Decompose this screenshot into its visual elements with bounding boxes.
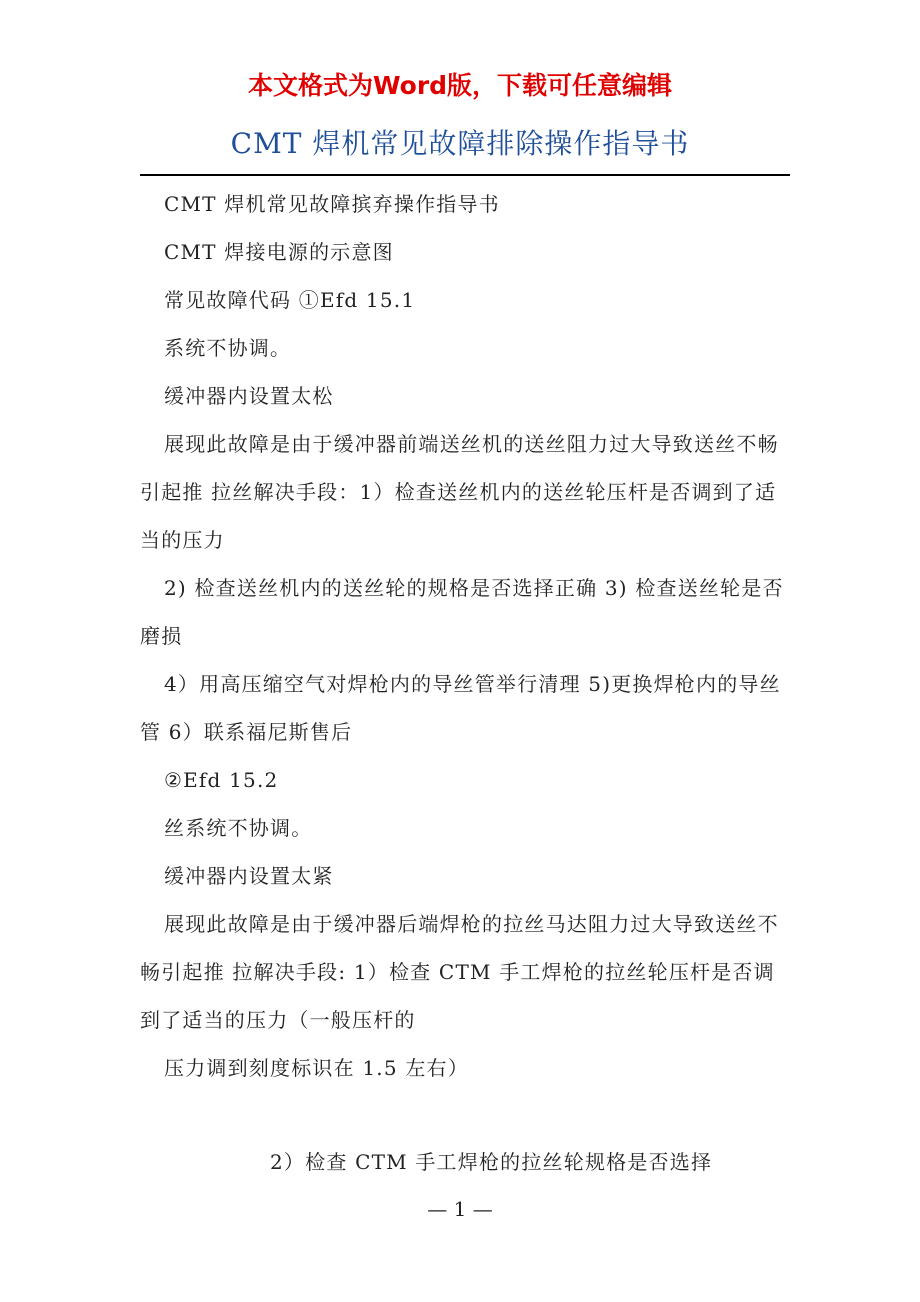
paragraph: 缓冲器内设置太紧 <box>164 864 334 888</box>
page-number: — 1 — <box>427 1197 493 1221</box>
paragraph: 丝系统不协调。 <box>164 816 313 840</box>
document-title: CMT 焊机常见故障排除操作指导书 <box>230 127 690 160</box>
paragraph: 压力调到刻度标识在 1.5 左右） <box>164 1056 469 1080</box>
format-banner: 本文格式为Word版，下载可任意编辑 <box>247 71 673 100</box>
paragraph: 2) 检查送丝机内的送丝轮的规格是否选择正确 3) 检查送丝轮是否磨损 <box>140 576 784 648</box>
paragraph: 系统不协调。 <box>164 336 292 360</box>
paragraph: 展现此故障是由于缓冲器后端焊枪的拉丝马达阻力过大导致送丝不畅引起推 拉解决手段: 1）检查 CTM 手工焊枪的拉丝轮压杆是否调到了适当的压力（一般压杆的 <box>140 912 779 1032</box>
paragraph: 常见故障代码 ①Efd 15.1 <box>164 288 416 312</box>
paragraph: CMT 焊机常见故障摈弃操作指导书 <box>164 192 500 216</box>
paragraph: 2）检查 CTM 手工焊枪的拉丝轮规格是否选择 <box>270 1150 713 1174</box>
title-underline <box>140 174 790 176</box>
paragraph: 展现此故障是由于缓冲器前端送丝机的送丝阻力过大导致送丝不畅引起推 拉丝解决手段：1）检查送丝机内的送丝轮压杆是否调到了适当的压力 <box>140 432 779 552</box>
paragraph: ②Efd 15.2 <box>164 768 279 792</box>
paragraph: 4）用高压缩空气对焊枪内的导丝管举行清理 5)更换焊枪内的导丝管 6）联系福尼斯售后 <box>140 672 781 744</box>
paragraph: CMT 焊接电源的示意图 <box>164 240 394 264</box>
document-body <box>140 180 785 1186</box>
paragraph: 缓冲器内设置太松 <box>164 384 334 408</box>
